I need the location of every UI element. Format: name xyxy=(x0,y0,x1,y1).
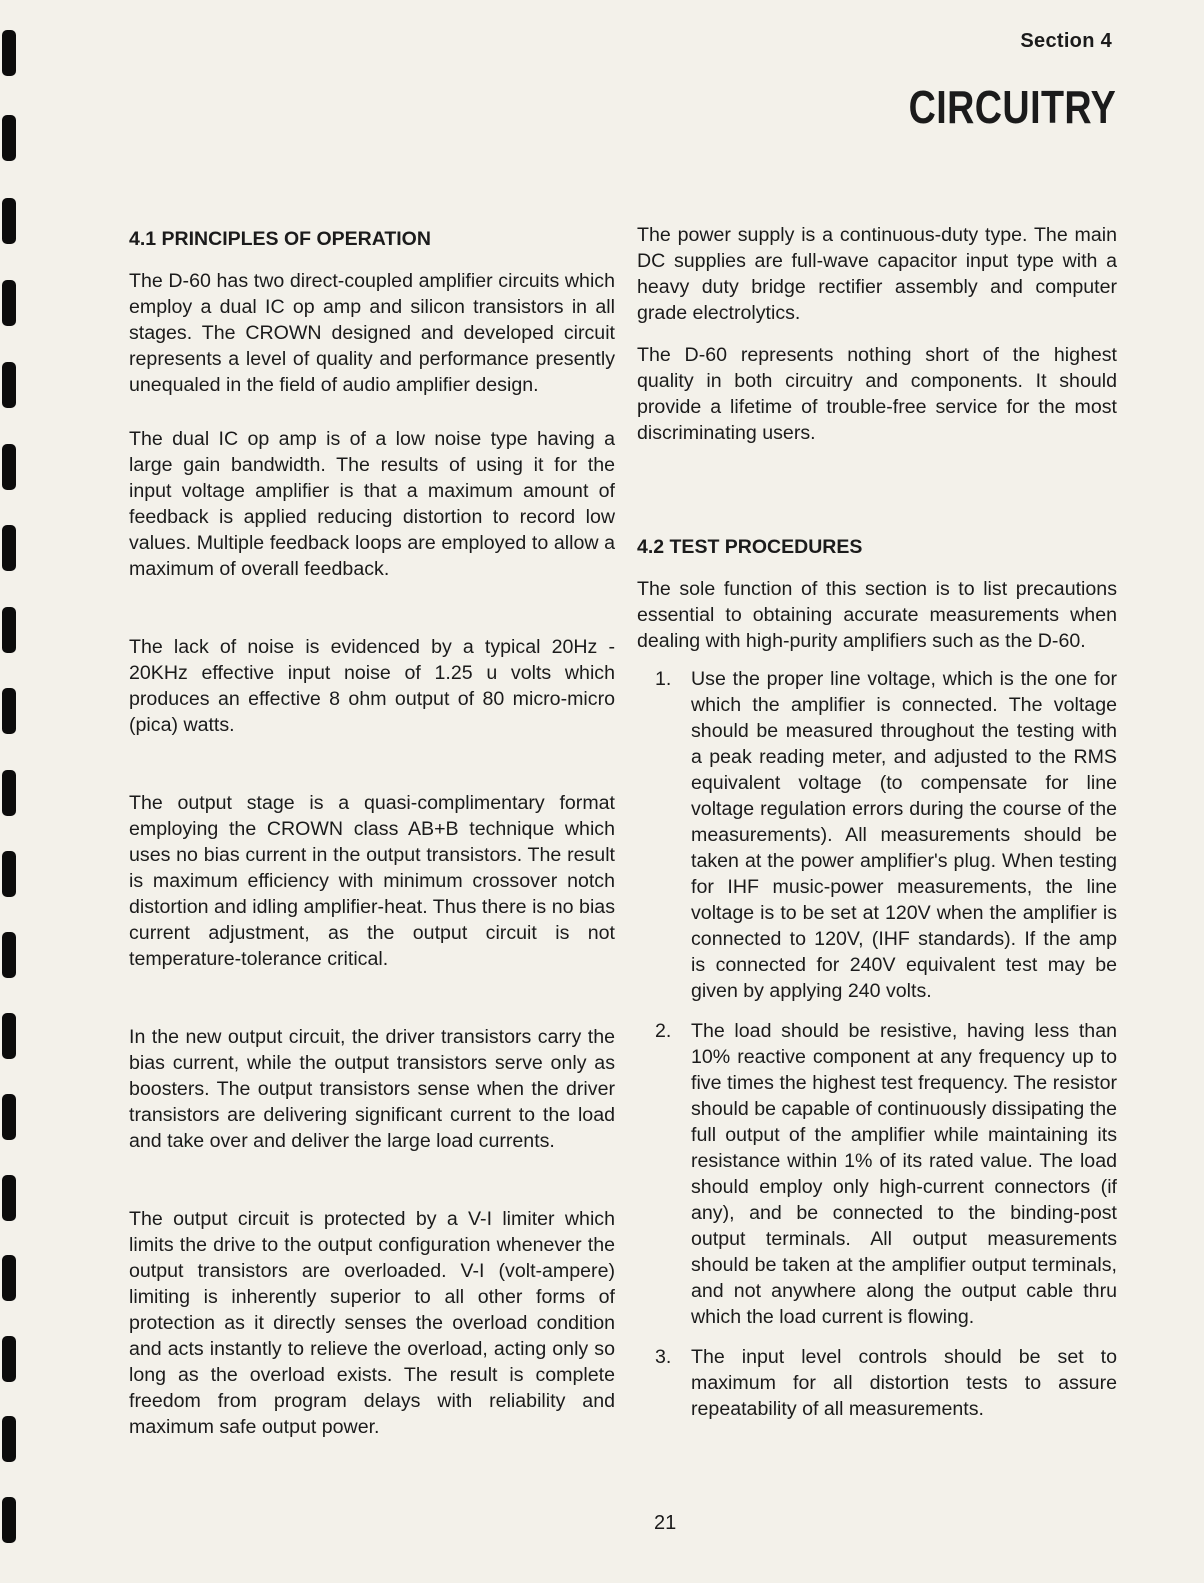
list-item xyxy=(637,1018,1117,1330)
paragraph: The dual IC op amp is of a low noise type having a large gain bandwidth. The results of using it for the input voltage amplifier is that a maximum amount of feedback is applied reducing distortion to record low values. Multiple feedback loops are employed to allow a maximum of overall feedback. xyxy=(129,428,615,580)
page-number: 21 xyxy=(654,1512,677,1534)
list-text: Use the proper line voltage, which is the one for which the amplifier is connected. The voltage should be measured throughout the testing with a peak reading meter, and adjusted to the RMS equivalent voltage (to compensate for line voltage regulation errors during the course of the measurements). All measurements should be taken at the power amplifier's plug. When testing for IHF music-power measurements, the line voltage is to be set at 120V when the amplifier is connected to 120V, (IHF standards). If the amp is connected for 240V equivalent test may be given by applying 240 volts. xyxy=(691,668,1117,1002)
paragraph: The D-60 represents nothing short of the highest quality in both circuitry and components. It should provide a lifetime of trouble-free service for the most discriminating users. xyxy=(637,344,1117,444)
paragraph: The output circuit is protected by a V-I limiter which limits the drive to the output configuration whenever the output transistors are overloaded. V-I (volt-ampere) limiting is inherently superior to all other forms of protection as it directly senses the overload condition and acts instantly to relieve the overload, acting only so long as the overload exists. The result is complete freedom from program delays with reliability and maximum safe output power. xyxy=(129,1208,615,1438)
paragraph: The sole function of this section is to list precautions essential to obtaining accurate measurements when dealing with high-purity amplifiers such as the D-60. xyxy=(637,578,1117,652)
binder-hole xyxy=(2,30,16,76)
binder-hole xyxy=(2,115,16,161)
list-number: 3. xyxy=(655,1346,672,1368)
binder-hole xyxy=(2,1094,16,1140)
binder-hole xyxy=(2,280,16,326)
list-item xyxy=(637,1344,1117,1422)
paragraph: The output stage is a quasi-complimentary format employing the CROWN class AB+B technique which uses no bias current in the output transistors. The result is maximum efficiency with minimum crossover notch distortion and idling amplifier-heat. Thus there is no bias current adjustment, as the output circuit is not temperature-tolerance critical. xyxy=(129,792,615,970)
principles-heading: 4.1 PRINCIPLES OF OPERATION xyxy=(129,228,431,250)
paragraph: In the new output circuit, the driver transistors carry the bias current, while the output transistors serve only as boosters. The output transistors sense when the driver transistors are delivering significant current to the load and take over and deliver the large load currents. xyxy=(129,1026,615,1152)
binder-hole xyxy=(2,1175,16,1221)
binder-hole xyxy=(2,851,16,897)
binder-hole xyxy=(2,770,16,816)
binder-hole xyxy=(2,1416,16,1462)
binder-hole xyxy=(2,688,16,734)
paragraph: The lack of noise is evidenced by a typical 20Hz - 20KHz effective input noise of 1.25 u volts which produces an effective 8 ohm output of 80 micro-micro (pica) watts. xyxy=(129,636,615,736)
section-label: Section 4 xyxy=(1020,30,1112,52)
list-text: The load should be resistive, having less than 10% reactive component at any frequency up to five times the highest test frequency. The resistor should be capable of continuously dissipating the full output of the amplifier while maintaining its resistance within 1% of its rated value. The load should employ only high-current connectors (if any), and be connected to the binding-post output terminals. All output measurements should be taken at the amplifier output terminals, and not anywhere along the output cable thru which the load current is flowing. xyxy=(691,1020,1117,1328)
binder-hole xyxy=(2,1013,16,1059)
binder-hole xyxy=(2,444,16,490)
test-procedures-heading: 4.2 TEST PROCEDURES xyxy=(637,536,863,558)
binder-hole xyxy=(2,1497,16,1543)
list-number: 2. xyxy=(655,1020,672,1042)
list-text: The input level controls should be set to maximum for all distortion tests to assure repeatability of all measurements. xyxy=(691,1346,1117,1420)
binder-hole xyxy=(2,1255,16,1301)
binder-hole xyxy=(2,932,16,978)
section-title: CIRCUITRY xyxy=(908,81,1116,133)
binder-hole xyxy=(2,607,16,653)
binder-hole xyxy=(2,1336,16,1382)
right-column xyxy=(637,222,1117,1436)
left-column xyxy=(129,222,615,1440)
paragraph: The D-60 has two direct-coupled amplifier circuits which employ a dual IC op amp and silicon transistors in all stages. The CROWN designed and developed circuit represents a level of quality and performance presently unequaled in the field of audio amplifier design. xyxy=(129,270,615,396)
binder-hole xyxy=(2,525,16,571)
list-number: 1. xyxy=(655,668,672,690)
paragraph: The power supply is a continuous-duty type. The main DC supplies are full-wave capacitor input type with a heavy duty bridge rectifier assembly and computer grade electrolytics. xyxy=(637,224,1117,324)
list-item xyxy=(637,666,1117,1004)
binder-hole xyxy=(2,198,16,244)
binder-hole xyxy=(2,362,16,408)
procedure-list xyxy=(637,666,1117,1422)
